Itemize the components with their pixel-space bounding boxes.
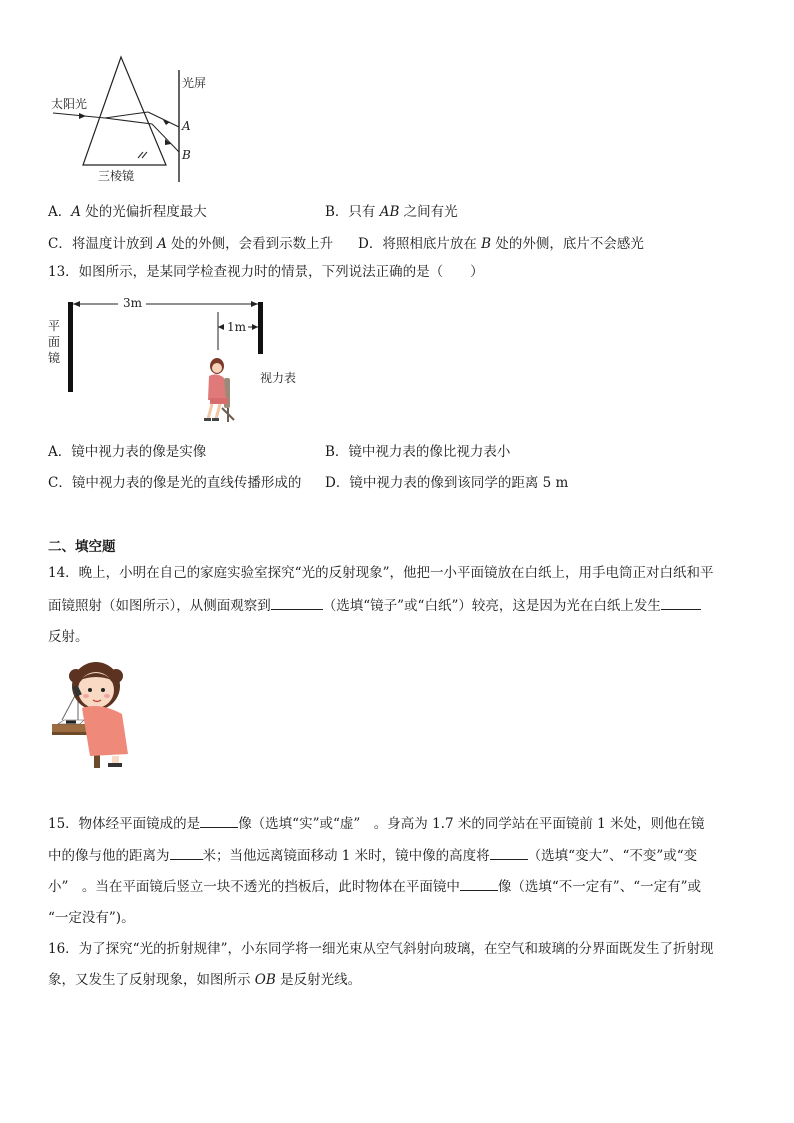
q15-line-4: “一定没有”)。	[48, 910, 135, 926]
q14-line-3: 反射。	[48, 629, 89, 645]
q15-blank-3[interactable]	[490, 845, 528, 860]
q16-line-1: 16．为了探究“光的折射规律”，小东同学将一细光束从空气斜射向玻璃，在空气和玻璃的分界面既发生了折射现	[48, 941, 714, 957]
label-sunlight: 太阳光	[51, 97, 88, 111]
eye-test-figure	[44, 292, 314, 427]
ray-b	[152, 124, 179, 152]
q14-line-2: 面镜照射（如图所示），从侧面观察到 （选填“镜子”或“白纸”）较亮，这是因为光在白纸上发生	[48, 595, 701, 616]
girl-flashlight-figure	[50, 656, 132, 770]
q12-option-b[interactable]: B．只有 AB 之间有光	[325, 204, 458, 220]
prism-figure	[48, 52, 228, 187]
q15-line-2: 中的像与他的距离为 米；当他远离镜面移动 1 米时，镜中像的高度将 （选填“变大”、“不变”或“变	[48, 845, 697, 866]
q15-blank-4[interactable]	[460, 876, 498, 891]
q14-line-1: 14．晚上，小明在自己的家庭实验室探究“光的反射现象”，他把一小平面镜放在白纸上，用手电筒正对白纸和平	[48, 565, 714, 581]
prism-triangle	[83, 57, 166, 165]
q12-option-a[interactable]: A．A 处的光偏折程度最大	[48, 204, 207, 220]
label-mirror-2: 面	[48, 335, 61, 349]
chart-bar	[258, 302, 263, 354]
label-prism: 三棱镜	[98, 169, 135, 183]
section-title-fill-in: 二、填空题	[48, 539, 116, 555]
q14-blank-2[interactable]	[661, 595, 701, 610]
q13-option-c[interactable]: C．镜中视力表的像是光的直线传播形成的	[48, 475, 302, 491]
seated-student-illustration	[204, 358, 234, 422]
q13-option-d[interactable]: D．镜中视力表的像到该同学的距离 5 m	[325, 475, 569, 491]
label-3m: 3m	[123, 296, 143, 310]
label-1m: 1m	[227, 320, 247, 334]
q13-option-a[interactable]: A．镜中视力表的像是实像	[48, 444, 207, 460]
q12-option-d[interactable]: D．将照相底片放在 B 处的外侧，底片不会感光	[358, 236, 644, 252]
q15-blank-1[interactable]	[200, 813, 238, 828]
q14-blank-1[interactable]	[271, 595, 323, 610]
label-a: A	[182, 119, 191, 133]
label-screen: 光屏	[182, 76, 207, 90]
q15-blank-2[interactable]	[170, 845, 203, 860]
mirror-bar	[68, 302, 73, 392]
q13-stem: 13．如图所示，是某同学检查视力时的情景，下列说法正确的是（ ）	[48, 264, 484, 280]
q12-option-c[interactable]: C．将温度计放到 A 处的外侧，会看到示数上升	[48, 236, 334, 252]
q16-line-2: 象，又发生了反射现象，如图所示 OB 是反射光线。	[48, 972, 362, 988]
label-mirror-3: 镜	[48, 351, 61, 365]
q15-line-3: 小” 。当在平面镜后竖立一块不透光的挡板后，此时物体在平面镜中 像（选填“不一定有”、“一定有”或	[48, 876, 701, 897]
label-eye-chart: 视力表	[260, 371, 297, 385]
label-b: B	[182, 148, 191, 162]
label-mirror-1: 平	[48, 319, 61, 333]
q15-line-1: 15．物体经平面镜成的是 像（选填“实”或“虚” 。身高为 1.7 米的同学站在平面镜前 1 米处，则他在镜	[48, 813, 705, 834]
q13-option-b[interactable]: B．镜中视力表的像比视力表小	[325, 444, 511, 460]
